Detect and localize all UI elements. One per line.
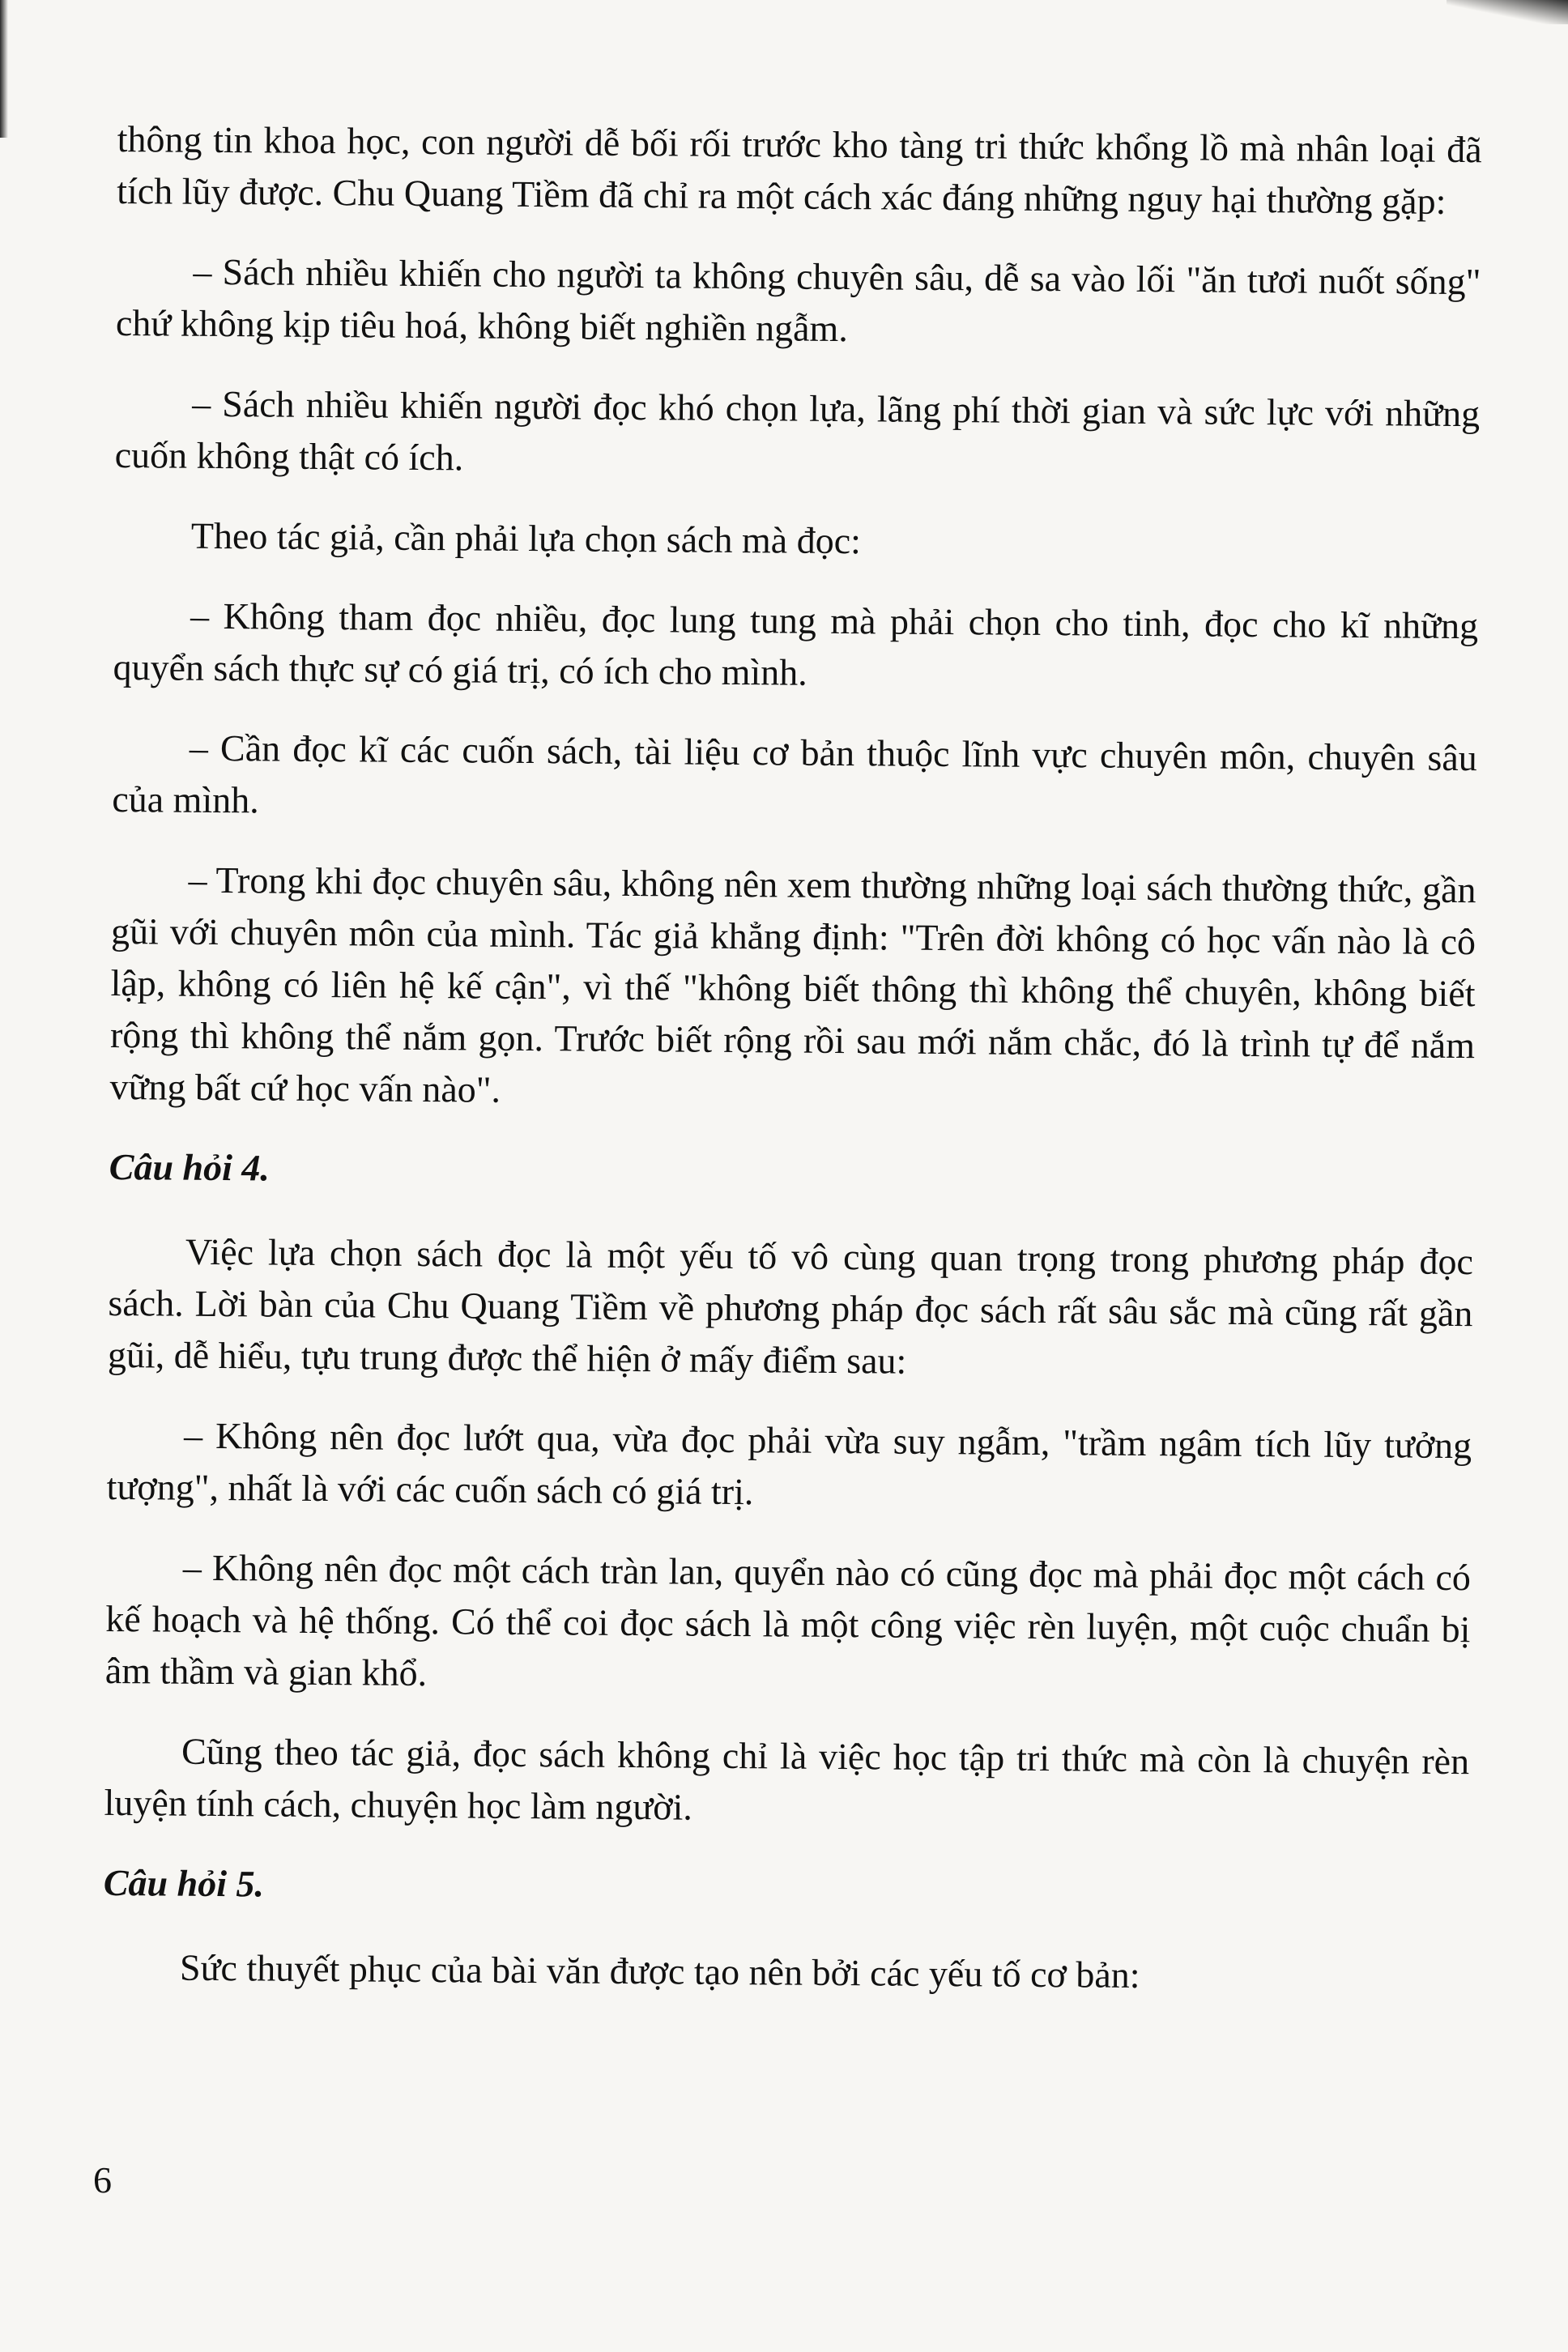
page-edge-shadow — [0, 0, 8, 138]
section-heading-question-5: Câu hỏi 5. — [103, 1861, 265, 1905]
paragraph-method: Việc lựa chọn sách đọc là một yếu tố vô cùng quan trọng trong phương pháp đọc sách. Lời bàn của Chu Quang Tiềm về phương pháp đọc sách rất sâu sắc mà cũng rất gần gũi, dễ hiểu, tựu trung được thể hiện ở mấy điểm sau: — [107, 1230, 1474, 1382]
page-number: 6 — [93, 2159, 112, 2201]
list-item-selection-2: – Cần đọc kĩ các cuốn sách, tài liệu cơ bản thuộc lĩnh vực chuyên môn, chuyên sâu của mình. — [112, 726, 1478, 821]
paragraph-persuasion: Sức thuyết phục của bài văn được tạo nên bởi các yếu tố cơ bản: — [179, 1946, 1140, 1996]
list-item-danger-1: – Sách nhiều khiến cho người ta không chuyên sâu, dễ sa vào lối "ăn tươi nuốt sống" chứ không kịp tiêu hoá, không biết nghiền ngẫm. — [115, 250, 1481, 350]
list-item-method-2: – Không nên đọc một cách tràn lan, quyển nào có cũng đọc mà phải đọc một cách có kế hoạch và hệ thống. Có thể coi đọc sách là một công việc rèn luyện, một cuộc chuẩn bị âm thầm và gian khổ. — [104, 1546, 1472, 1694]
paragraph-conclusion: Cũng theo tác giả, đọc sách không chỉ là việc học tập tri thức mà còn là chuyện rèn luyện tính cách, chuyện học làm người. — [104, 1730, 1470, 1828]
page-corner-shadow — [1447, 0, 1568, 24]
paragraph-selection: Theo tác giả, cần phải lựa chọn sách mà đọc: — [190, 514, 862, 562]
page-body — [102, 113, 1481, 2032]
section-heading-question-4: Câu hỏi 4. — [109, 1145, 271, 1189]
list-item-method-1: – Không nên đọc lướt qua, vừa đọc phải vừa suy ngẫm, "trầm ngâm tích lũy tưởng tượng", nhất là với các cuốn sách có giá trị. — [106, 1414, 1472, 1513]
list-item-selection-3: – Trong khi đọc chuyên sâu, không nên xem thường những loại sách thường thức, gần gũi với chuyên môn của mình. Tác giả khẳng định: "Trên đời không có học vấn nào là cô lập, không có liên hệ kế cận", vì thế "không biết thông thì không thể chuyên, không biết rộng thì không thể nắm gọn. Trước biết rộng rồi sau mới nắm chắc, đó là trình tự để nắm vững bất cứ học vấn nào". — [109, 859, 1476, 1110]
list-item-selection-1: – Không tham đọc nhiều, đọc lung tung mà phải chọn cho tinh, đọc cho kĩ những quyển sách thực sự có giá trị, có ích cho mình. — [113, 594, 1479, 693]
list-item-danger-2: – Sách nhiều khiến người đọc khó chọn lựa, lãng phí thời gian và sức lực với những cuốn không thật có ích. — [114, 382, 1481, 479]
paragraph-intro: thông tin khoa học, con người dễ bối rối trước kho tàng tri thức khổng lồ mà nhân loại đã tích lũy được. Chu Quang Tiềm đã chỉ ra một cách xác đáng những nguy hại thường gặp: — [117, 117, 1482, 222]
